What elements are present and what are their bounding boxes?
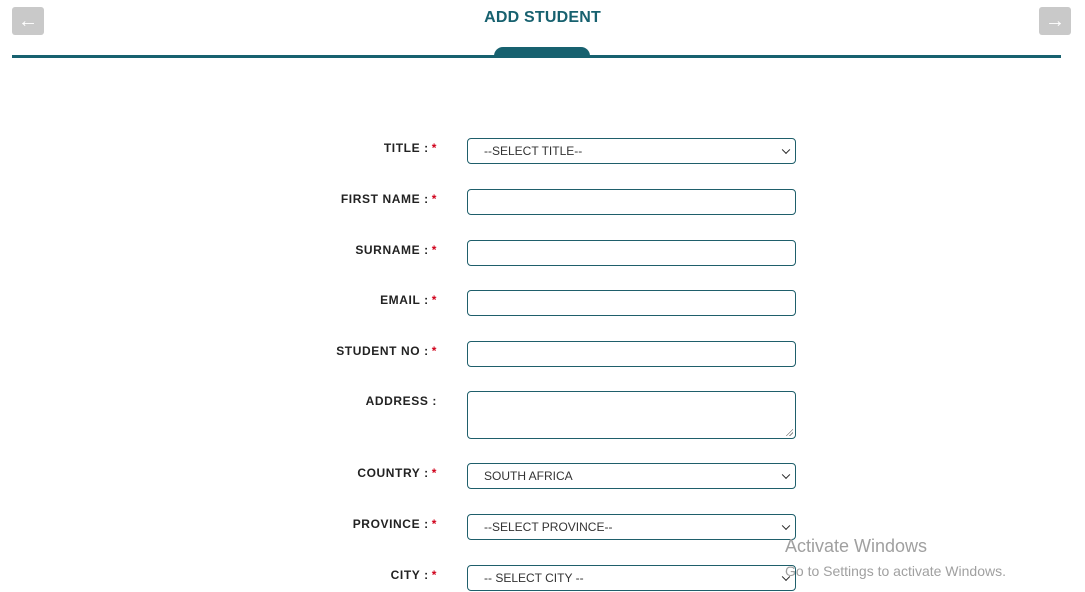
province-select[interactable]	[467, 514, 796, 540]
watermark-subtitle: Go to Settings to activate Windows.	[785, 563, 1006, 579]
address-textarea[interactable]	[467, 391, 796, 439]
address-label: ADDRESS :	[365, 394, 437, 408]
province-select-value: --SELECT PROVINCE--	[484, 520, 613, 534]
first-name-input[interactable]	[467, 189, 796, 215]
country-select[interactable]	[467, 463, 796, 489]
title-label: TITLE : *	[383, 141, 437, 155]
resize-grip-icon[interactable]	[785, 428, 793, 436]
surname-label: SURNAME : *	[355, 243, 437, 257]
page-title: ADD STUDENT	[484, 9, 601, 26]
student-no-input[interactable]	[467, 341, 796, 367]
province-label: PROVINCE : *	[352, 517, 437, 531]
first-name-label: FIRST NAME : *	[340, 192, 437, 206]
title-select[interactable]	[467, 138, 796, 164]
watermark-title: Activate Windows	[785, 536, 928, 556]
windows-activation-watermark	[785, 536, 1006, 579]
chevron-down-icon	[782, 471, 790, 479]
country-label: COUNTRY : *	[357, 466, 437, 480]
student-no-label: STUDENT NO : *	[336, 344, 437, 358]
header-tab-indicator	[494, 47, 590, 57]
surname-input[interactable]	[467, 240, 796, 266]
email-label: EMAIL : *	[380, 293, 437, 307]
city-label: CITY : *	[390, 568, 437, 582]
chevron-down-icon	[782, 522, 790, 530]
city-select-value: -- SELECT CITY --	[484, 571, 584, 585]
country-select-value: SOUTH AFRICA	[484, 469, 573, 483]
chevron-down-icon	[782, 146, 790, 154]
email-input[interactable]	[467, 290, 796, 316]
title-select-value: --SELECT TITLE--	[484, 144, 583, 158]
arrow-right-icon: →	[1045, 10, 1065, 32]
city-select[interactable]	[467, 565, 796, 591]
arrow-left-icon: ←	[18, 10, 38, 32]
